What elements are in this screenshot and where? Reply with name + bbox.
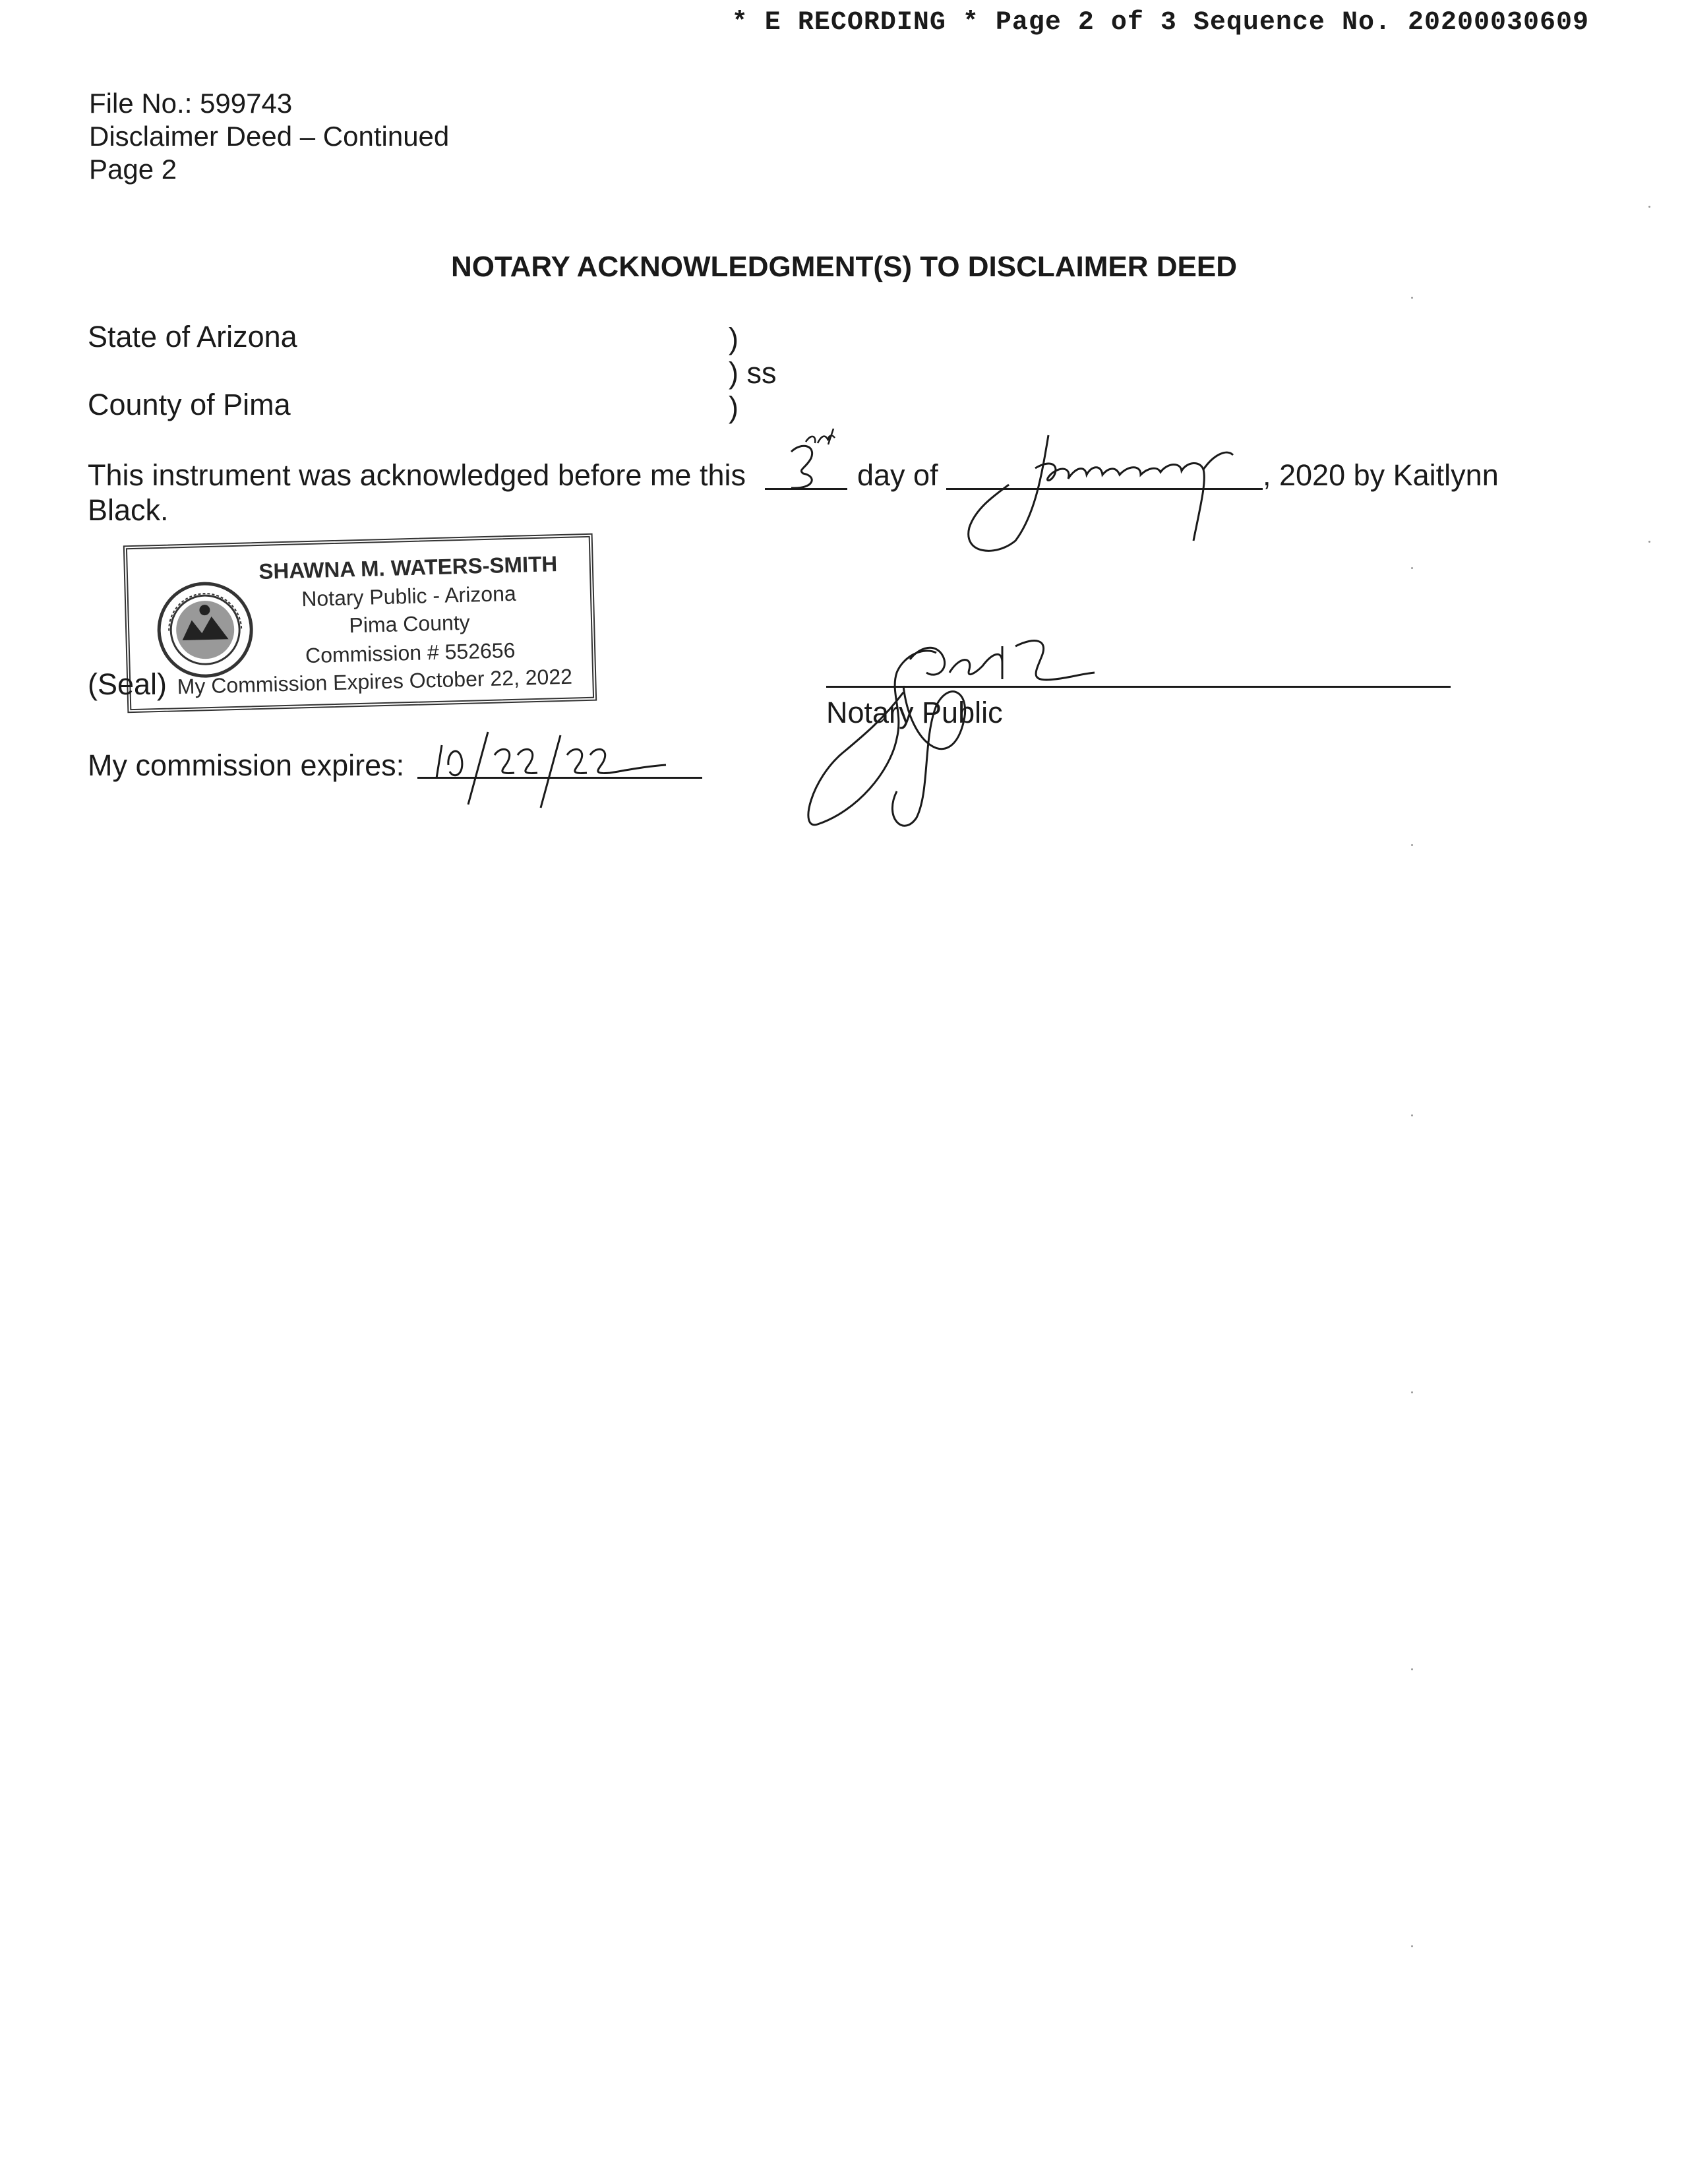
stamp-county: Pima County	[349, 610, 471, 638]
ack-text-before-day: This instrument was acknowledged before me this	[88, 458, 746, 492]
stamp-expiration: My Commission Expires October 22, 2022	[177, 664, 573, 699]
scan-speck	[1411, 567, 1413, 569]
page-label: Page 2	[89, 154, 177, 185]
scan-speck	[1411, 1391, 1413, 1393]
stamp-commission-number: Commission # 552656	[305, 638, 516, 668]
commission-expires-label: My commission expires:	[88, 748, 405, 782]
state-label: State of Arizona	[88, 320, 297, 353]
notary-signature	[804, 620, 1213, 844]
signature-line	[826, 686, 1451, 688]
venue-paren-ss: ) ss	[729, 356, 777, 390]
handwritten-month	[943, 422, 1253, 561]
acknowledgment-title: NOTARY ACKNOWLEDGMENT(S) TO DISCLAIMER DEED	[450, 251, 1238, 283]
ack-text-after-month: , 2020 by Kaitlynn	[1263, 458, 1499, 492]
scan-speck	[1411, 1668, 1413, 1670]
venue-paren-3: )	[729, 390, 738, 424]
handwritten-expiration-date	[429, 725, 679, 811]
stamp-notary-name: SHAWNA M. WATERS-SMITH	[258, 551, 558, 584]
county-label: County of Pima	[88, 388, 291, 421]
scan-speck	[1411, 297, 1413, 299]
recording-header: * E RECORDING * Page 2 of 3 Sequence No. 20200030609	[731, 8, 1589, 38]
ack-text-line2: Black.	[88, 493, 169, 527]
handwritten-day	[765, 415, 857, 495]
scan-speck	[1411, 1945, 1413, 1947]
scan-speck	[1411, 844, 1413, 846]
state-seal-icon	[154, 579, 256, 681]
notary-public-label: Notary Public	[826, 696, 1003, 729]
scan-speck	[1411, 1114, 1413, 1116]
notary-stamp	[123, 533, 597, 713]
ack-text-day-of: day of	[857, 458, 938, 492]
scan-speck	[1648, 206, 1650, 208]
venue-paren-1: )	[729, 322, 738, 355]
stamp-notary-title: Notary Public - Arizona	[301, 581, 517, 611]
file-number: File No.: 599743	[89, 88, 293, 119]
seal-label: (Seal)	[88, 667, 167, 701]
scan-speck	[1648, 541, 1650, 543]
document-title: Disclaimer Deed – Continued	[89, 121, 450, 152]
